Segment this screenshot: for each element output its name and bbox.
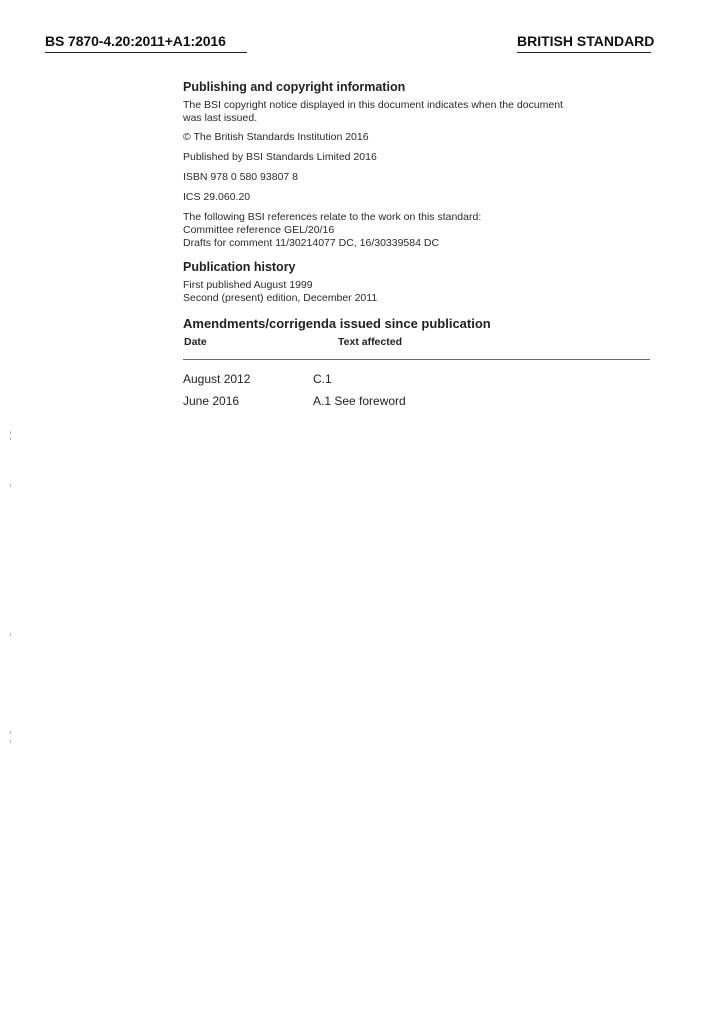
margin-mark — [10, 431, 11, 434]
bsi-references — [183, 211, 650, 250]
amendments-heading: Amendments/corrigenda issued since publication — [183, 316, 491, 331]
document-id: BS 7870-4.20:2011+A1:2016 — [45, 33, 247, 53]
reference-line: Committee reference GEL/20/16 — [183, 224, 335, 236]
history-line: First published August 1999 — [183, 279, 313, 291]
history-heading: Publication history — [183, 260, 296, 274]
publication-history — [183, 279, 650, 305]
isbn: ISBN 978 0 580 93807 8 — [183, 171, 299, 183]
amendment-date: August 2012 — [183, 372, 251, 386]
table-row — [183, 394, 650, 408]
column-header-text-affected: Text affected — [338, 336, 402, 348]
publishing-heading: Publishing and copyright information — [183, 80, 406, 94]
margin-mark — [10, 484, 11, 487]
reference-line: The following BSI references relate to the work on this standard: — [183, 211, 482, 223]
margin-mark — [10, 731, 11, 734]
history-line: Second (present) edition, December 2011 — [183, 292, 378, 304]
amendment-date: June 2016 — [183, 394, 240, 408]
copyright-line: © The British Standards Institution 2016 — [183, 131, 369, 143]
amendment-text: C.1 — [313, 372, 332, 386]
margin-mark — [10, 740, 11, 743]
margin-mark — [10, 437, 11, 440]
standard-label: BRITISH STANDARD — [517, 33, 651, 53]
table-row — [183, 372, 650, 386]
amendments-table-header — [183, 336, 650, 360]
notice-line: The BSI copyright notice displayed in this document indicates when the document — [183, 99, 563, 111]
column-header-date: Date — [184, 336, 207, 348]
copyright-notice — [183, 99, 650, 125]
notice-line: was last issued. — [183, 112, 258, 124]
ics: ICS 29.060.20 — [183, 191, 251, 203]
amendment-text: A.1 See foreword — [313, 394, 406, 408]
margin-mark — [10, 633, 11, 636]
main-content — [183, 80, 650, 408]
published-by: Published by BSI Standards Limited 2016 — [183, 151, 377, 163]
reference-line: Drafts for comment 11/30214077 DC, 16/30339584 DC — [183, 237, 440, 249]
